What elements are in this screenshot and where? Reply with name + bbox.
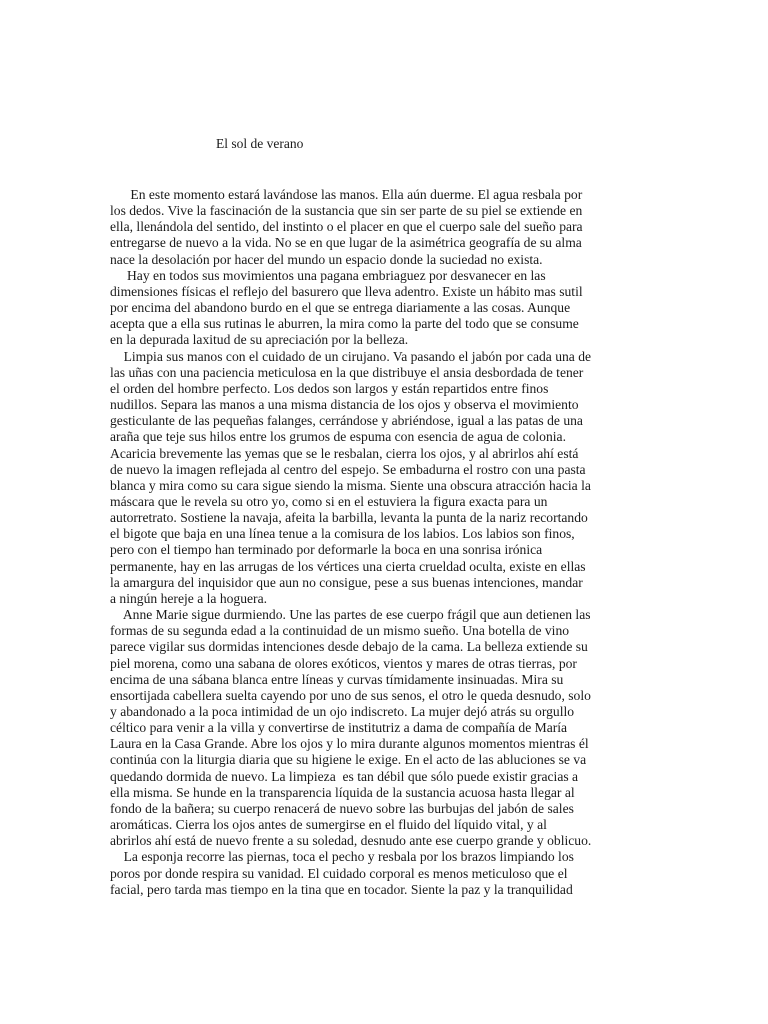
text-line: La esponja recorre las piernas, toca el pecho y resbala por los brazos limpiando los bbox=[110, 849, 574, 865]
text-line: nace la desolación por hacer del mundo un espacio donde la suciedad no exista. bbox=[110, 251, 543, 267]
document-title: El sol de verano bbox=[216, 136, 304, 151]
text-line: los dedos. Vive la fascinación de la sustancia que sin ser parte de su piel se extiende en bbox=[110, 203, 583, 219]
text-line: encima de una sábana blanca entre líneas y curvas tímidamente insinuadas. Mira su bbox=[110, 671, 564, 687]
text-line: poros por donde respira su vanidad. El cuidado corporal es menos meticuloso que el bbox=[110, 865, 568, 881]
text-line: Acaricia brevemente las yemas que se le resbalan, cierra los ojos, y al abrirlos ahí está bbox=[110, 445, 579, 461]
text-line: nudillos. Separa las manos a una misma distancia de los ojos y observa el movimiento bbox=[110, 397, 579, 413]
text-line: autorretrato. Sostiene la navaja, afeita la barbilla, levanta la punta de la nariz recortando bbox=[110, 510, 588, 526]
text-line: En este momento estará lavándose las manos. Ella aún duerme. El agua resbala por bbox=[110, 187, 583, 202]
text-line: y abandonado a la poca intimidad de un ojo indiscreto. La mujer dejó atrás su orgullo bbox=[110, 704, 575, 719]
text-line: blanca y mira como su cara sigue siendo la misma. Siente una obscura atracción hacia la bbox=[110, 477, 591, 493]
text-line: entregarse de nuevo a la vida. No se en que lugar de la asimétrica geografía de su alma bbox=[110, 235, 582, 251]
text-line: facial, pero tarda mas tiempo en la tina que en tocador. Siente la paz y la tranquilidad bbox=[110, 881, 573, 897]
text-line: la amargura del inquisidor que aun no consigue, pese a sus buenas intenciones, mandar bbox=[110, 574, 583, 590]
text-line: Anne Marie sigue durmiendo. Une las partes de ese cuerpo frágil que aun detienen las bbox=[110, 607, 591, 623]
text-line: fondo de la bañera; su cuerpo renacerá de nuevo sobre las burbujas del jabón de sales bbox=[110, 800, 574, 816]
text-line: a ningún hereje a la hoguera. bbox=[110, 590, 268, 606]
text-line: máscara que le revela su otro yo, como si en el estuviera la figura exacta para un bbox=[110, 493, 548, 509]
text-line: por encima del abandono burdo en el que se entrega diariamente a las cosas. Aunque bbox=[110, 300, 571, 316]
text-line: pero con el tiempo han terminado por deformarle la boca en una sonrisa irónica bbox=[110, 542, 543, 558]
text-line: Laura en la Casa Grande. Abre los ojos y lo mira durante algunos momentos mientras él bbox=[110, 736, 589, 752]
text-line: Hay en todos sus movimientos una pagana embriaguez por desvanecer en las bbox=[110, 267, 546, 283]
text-line: piel morena, como una sabana de olores exóticos, vientos y mares de otras tierras, por bbox=[110, 655, 577, 671]
text-line: ella, llenándola del sentido, del instinto o el placer en que el cuerpo sale del sueño para bbox=[110, 219, 583, 235]
text-line: quedando dormida de nuevo. La limpieza es tan débil que sólo puede existir gracias a bbox=[110, 768, 579, 784]
text-line: ella misma. Se hunde en la transparencia líquida de la sustancia acuosa hasta llegar al bbox=[110, 784, 575, 800]
text-line: abrirlos ahí está de nuevo frente a su soledad, desnudo ante ese cuerpo grande y oblicuo. bbox=[110, 833, 592, 849]
text-line: céltico para venir a la villa y convertirse de institutriz a dama de compañía de María bbox=[110, 720, 568, 736]
text-line: las uñas con una paciencia meticulosa en la que distribuye el ansia desbordada de tener bbox=[110, 364, 584, 380]
text-line: ensortijada cabellera suelta cayendo por uno de sus senos, el otro le queda desnudo, solo bbox=[110, 687, 591, 703]
text-line: araña que teje sus hilos entre los grumos de espuma con esencia de agua de colonia. bbox=[110, 429, 566, 445]
text-line: gesticulante de las pequeñas falanges, cerrándose y abriéndose, igual a las patas de una bbox=[110, 413, 583, 429]
text-line: continúa con la liturgia diaria que su higiene le exige. En el acto de las abluciones se va bbox=[110, 752, 587, 768]
text-line: permanente, hay en las arrugas de los vértices una cierta crueldad oculta, existe en ellas bbox=[110, 558, 586, 574]
text-line: en la depurada laxitud de su apreciación por la belleza. bbox=[110, 332, 409, 348]
text-line: aromáticas. Cierra los ojos antes de sumergirse en el fluido del líquido vital, y al bbox=[110, 817, 547, 833]
text-line: el orden del hombre perfecto. Los dedos son largos y están repartidos entre finos bbox=[110, 380, 549, 396]
text-line: de nuevo la imagen reflejada al centro del espejo. Se embadurna el rostro con una pasta bbox=[110, 461, 586, 477]
text-line: formas de su segunda edad a la continuidad de un mismo sueño. Una botella de vino bbox=[110, 623, 570, 639]
text-line: el bigote que baja en una línea tenue a la comisura de los labios. Los labios son finos, bbox=[110, 526, 575, 542]
text-line: Limpia sus manos con el cuidado de un cirujano. Va pasando el jabón por cada una de bbox=[110, 348, 592, 364]
text-line: acepta que a ella sus rutinas le aburren, la mira como la parte del todo que se consume bbox=[110, 316, 579, 332]
document-body bbox=[110, 187, 658, 898]
text-line: dimensiones físicas el reflejo del basurero que lleva adentro. Existe un hábito mas sutil bbox=[110, 283, 583, 299]
text-line: parece vigilar sus dormidas intenciones desde debajo de la cama. La belleza extiende su bbox=[110, 639, 588, 655]
